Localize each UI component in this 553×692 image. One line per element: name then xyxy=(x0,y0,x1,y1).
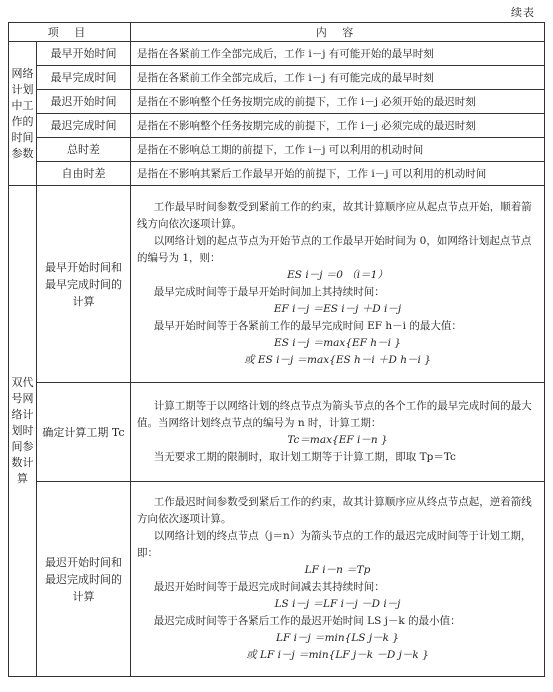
row-item: 最早开始时间 xyxy=(37,42,131,66)
formula-line: 或 LF i－j ＝min{LF j－k －D j－k } xyxy=(246,649,429,661)
row-desc: 是指在各紧前工作全部完成后，工作 i－j 有可能开始的最早时刻 xyxy=(131,42,545,66)
text-line: 最早开始时间等于各紧前工作的最早完成时间 EF h－i 的最大值： xyxy=(153,320,462,332)
row-desc: 是指在不影响其紧后工作最早开始的前提下，工作 i－j 可以利用的机动时间 xyxy=(131,162,545,186)
formula-line: EF i－j ＝ES i－j ＋D i－j xyxy=(273,303,402,315)
text-line: 最迟开始时间等于最迟完成时间减去其持续时间： xyxy=(153,581,385,593)
row-desc: 是指在不影响总工期的前提下，工作 i－j 可以利用的机动时间 xyxy=(131,138,545,162)
text-line: 最早完成时间等于最早开始时间加上其持续时间： xyxy=(153,286,385,298)
row-desc: 是指在不影响整个任务按期完成的前提下，工作 i－j 必须完成的最迟时刻 xyxy=(131,114,545,138)
formula-line: ES i－j ＝max{EF h－i } xyxy=(274,337,401,349)
header-item: 项 目 xyxy=(9,23,131,42)
row-desc: 是指在各紧前工作全部完成后，工作 i－j 有可能完成的最早时刻 xyxy=(131,66,545,90)
formula-line: Tc＝max{EF i－n } xyxy=(287,434,388,446)
formula-line: LF i－j ＝min{LS j－k } xyxy=(276,632,399,644)
section-content xyxy=(131,186,545,383)
table-header xyxy=(9,23,545,42)
formula-line: ES i－j ＝0 （i＝1） xyxy=(287,269,388,281)
text-line: 最迟完成时间等于各紧后工作的最迟开始时间 LS j－k 的最小值： xyxy=(153,615,461,627)
table-row xyxy=(9,66,545,90)
header-content: 内 容 xyxy=(131,23,545,42)
time-parameter-table xyxy=(8,22,545,677)
text-line: 以网络计划的终点节点（j＝n）为箭头节点的工作的最迟完成时间等于计划工期，即： xyxy=(137,530,532,559)
table-row xyxy=(9,42,545,66)
continued-label: 续表 xyxy=(511,6,535,19)
group2-category: 双代号网络计划时间参数计算 xyxy=(9,186,37,677)
text-line: 计算工期等于以网络计划的终点节点为箭头节点的各个工作的最早完成时间的最大值。当网络计划终点节点的编号为 n 时，计算工期： xyxy=(137,400,532,429)
text-line: 工作最迟时间参数受到紧后工作的约束，故其计算顺序应从终点节点起，逆着箭线方向依次逐项计算。 xyxy=(137,496,532,525)
row-item: 最迟开始时间 xyxy=(37,90,131,114)
section-item: 确定计算工期 Tc xyxy=(37,383,131,482)
formula-line: LF i－n ＝Tp xyxy=(304,564,371,576)
section-item: 最迟开始时间和最迟完成时间的计算 xyxy=(37,482,131,677)
text-line: 工作最早时间参数受到紧前工作的约束，故其计算顺序应从起点节点开始，顺着箭线方向依次逐项计算。 xyxy=(137,201,532,230)
table-row xyxy=(9,383,545,482)
section-content xyxy=(131,383,545,482)
table-row xyxy=(9,482,545,677)
group1-category: 网络计划中工作的时间参数 xyxy=(9,42,37,186)
formula-line: LS i－j ＝LF i－j －D i－j xyxy=(274,598,401,610)
text-line: 以网络计划的起点节点为开始节点的工作最早开始时间为 0，如网络计划起点节点的编号为 1，则： xyxy=(137,235,532,264)
section-content xyxy=(131,482,545,677)
row-item: 最早完成时间 xyxy=(37,66,131,90)
row-desc: 是指在不影响整个任务按期完成的前提下，工作 i－j 必须开始的最迟时刻 xyxy=(131,90,545,114)
section-item: 最早开始时间和最早完成时间的计算 xyxy=(37,186,131,383)
text-line: 当无要求工期的限制时，取计划工期等于计算工期，即取 Tp＝Tc xyxy=(153,451,456,463)
table-row xyxy=(9,138,545,162)
row-item: 自由时差 xyxy=(37,162,131,186)
row-item: 总时差 xyxy=(37,138,131,162)
formula-line: 或 ES i－j ＝max{ES h－i ＋D h－i } xyxy=(244,354,431,366)
table-row xyxy=(9,186,545,383)
table-row xyxy=(9,162,545,186)
row-item: 最迟完成时间 xyxy=(37,114,131,138)
table-row xyxy=(9,90,545,114)
table-row xyxy=(9,114,545,138)
